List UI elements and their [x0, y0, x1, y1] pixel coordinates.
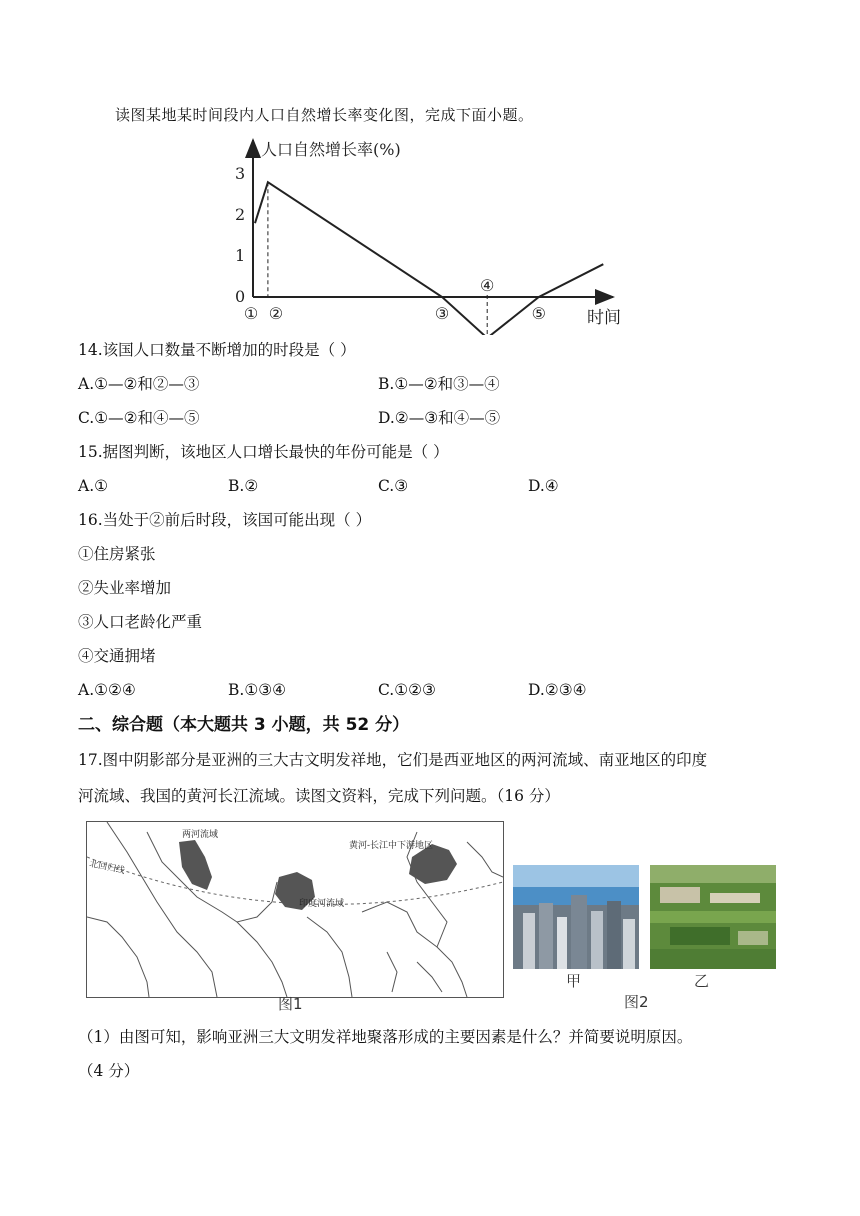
q17-sub1-line1: （1）由图可知，影响亚洲三大文明发祥地聚落形成的主要因素是什么？并简要说明原因。	[78, 1028, 693, 1046]
q16-option-a[interactable]: A.①②④	[78, 681, 136, 699]
lianghe-region	[179, 840, 212, 890]
time-marker-label: ①	[243, 304, 259, 323]
population-growth-chart	[225, 135, 635, 335]
x-axis-label: 时间	[587, 308, 621, 328]
y-tick-label: 2	[235, 205, 246, 224]
q17-text-line2: 河流域、我国的黄河长江流域。读图文资料，完成下列问题。（16 分）	[78, 787, 560, 805]
q14-option-c[interactable]: C.①—②和④—⑤	[78, 409, 200, 427]
q14-option-b[interactable]: B.①—②和③—④	[378, 375, 500, 393]
q14-option-a[interactable]: A.①—②和②—③	[78, 375, 200, 393]
label-lianghe: 两河流域	[182, 830, 219, 840]
y-tick-label: 1	[235, 246, 246, 265]
asia-map	[87, 822, 503, 997]
q16-option-d[interactable]: D.②③④	[528, 681, 587, 699]
y-tick-label: 0	[235, 287, 246, 306]
q16-option-b[interactable]: B.①③④	[228, 681, 287, 699]
y-axis-label: 人口自然增长率(%)	[261, 140, 401, 159]
q16-option-c[interactable]: C.①②③	[378, 681, 436, 699]
series-line	[255, 182, 603, 335]
time-marker-label: ⑤	[531, 304, 546, 323]
q17-text-line1: 17.图中阴影部分是亚洲的三大古文明发祥地，它们是西亚地区的两河流域、南亚地区的印度	[78, 751, 708, 769]
label-yindu: 印度河流域	[299, 899, 345, 909]
label-tropic: 北回归线	[88, 859, 126, 877]
intro-text: 读图某地某时间段内人口自然增长率变化图，完成下面小题。	[115, 106, 534, 124]
q15-option-a[interactable]: A.①	[78, 477, 109, 495]
q14-stem: 14.该国人口数量不断增加的时段是（ ）	[78, 341, 356, 359]
photo-yi	[650, 865, 776, 969]
section-heading: 二、综合题（本大题共 3 小题，共 52 分）	[78, 715, 410, 735]
q14-option-d[interactable]: D.②—③和④—⑤	[378, 409, 501, 427]
figure2-caption: 图2	[624, 993, 649, 1011]
q15-stem: 15.据图判断，该地区人口增长最快的年份可能是（ ）	[78, 443, 449, 461]
q15-option-b[interactable]: B.②	[228, 477, 259, 495]
figure1-caption: 图1	[278, 995, 303, 1013]
q16-item-4: ④交通拥堵	[78, 647, 156, 665]
asia-map-figure	[86, 821, 504, 998]
time-marker-label: ②	[268, 304, 284, 323]
q15-option-d[interactable]: D.④	[528, 477, 559, 495]
photo-jia	[513, 865, 639, 969]
q16-item-3: ③人口老龄化严重	[78, 613, 203, 631]
q16-stem: 16.当处于②前后时段，该国可能出现（ ）	[78, 511, 372, 529]
photo-yi-caption: 乙	[694, 972, 710, 990]
q15-option-c[interactable]: C.③	[378, 477, 409, 495]
y-tick-label: 3	[235, 164, 246, 183]
q16-item-2: ②失业率增加	[78, 579, 172, 597]
time-marker-label: ④	[480, 276, 495, 295]
label-huanghe: 黄河-长江中下游地区	[349, 841, 434, 851]
photo-jia-caption: 甲	[566, 972, 582, 990]
q16-item-1: ①住房紧张	[78, 545, 156, 563]
q17-sub1-line2: （4 分）	[78, 1062, 140, 1080]
time-marker-label: ③	[434, 304, 450, 323]
